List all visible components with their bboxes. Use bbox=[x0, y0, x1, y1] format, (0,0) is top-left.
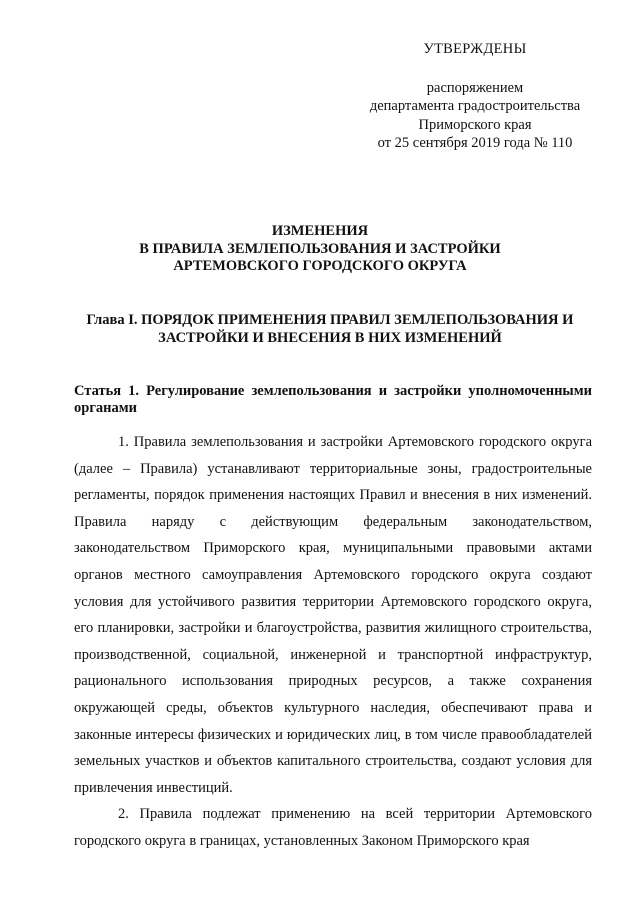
document-title bbox=[0, 223, 640, 276]
paragraph: 1. Правила землепользования и застройки Артемовского городского округа (далее – Правила) устанавливают территориальные зоны, градостроительные регламенты, порядок применения настоящих Правил и внесения в них изменений. Правила наряду с действующим федеральным законодательством, законодательством Приморского края, муниципальными правовыми актами органов местного самоуправления Артемовского городского округа создают условия для устойчивого развития территории Артемовского городского округа, его планировки, застройки и благоустройства, развития жилищного строительства, производственной, социальной, инженерной и транспортной инфраструктур, рационального использования природных ресурсов, а также сохранения окружающей среды, объектов культурного наследия, обеспечивают права и законные интересы физических и юридических лиц, в том числе правообладателей земельных участков и объектов капитального строительства, создают условия для привлечения инвестиций. bbox=[74, 434, 592, 796]
approval-line: департамента градостроительства bbox=[369, 98, 581, 114]
approved-label: УТВЕРЖДЕНЫ bbox=[423, 41, 527, 57]
title-line: ИЗМЕНЕНИЯ bbox=[271, 223, 369, 239]
approval-line: Приморского края bbox=[418, 116, 532, 133]
approval-block bbox=[345, 40, 605, 153]
title-line: В ПРАВИЛА ЗЕМЛЕПОЛЬЗОВАНИЯ И ЗАСТРОЙКИ bbox=[139, 240, 501, 257]
chapter-heading: Глава I. ПОРЯДОК ПРИМЕНЕНИЯ ПРАВИЛ ЗЕМЛЕПОЛЬЗОВАНИЯ И ЗАСТРОЙКИ И ВНЕСЕНИЯ В НИХ ИЗМЕНЕНИЙ bbox=[86, 312, 574, 346]
approval-line: от 25 сентября 2019 года № 110 bbox=[377, 135, 573, 151]
paragraph: 2. Правила подлежат применению на всей территории Артемовского городского округа в границах, установленных Законом Приморского края bbox=[74, 806, 592, 849]
article-body bbox=[74, 429, 592, 855]
title-line: АРТЕМОВСКОГО ГОРОДСКОГО ОКРУГА bbox=[173, 258, 467, 274]
approval-line: распоряжением bbox=[426, 79, 524, 96]
article-heading: Статья 1. Регулирование землепользования и застройки уполномоченными органами bbox=[74, 383, 592, 416]
